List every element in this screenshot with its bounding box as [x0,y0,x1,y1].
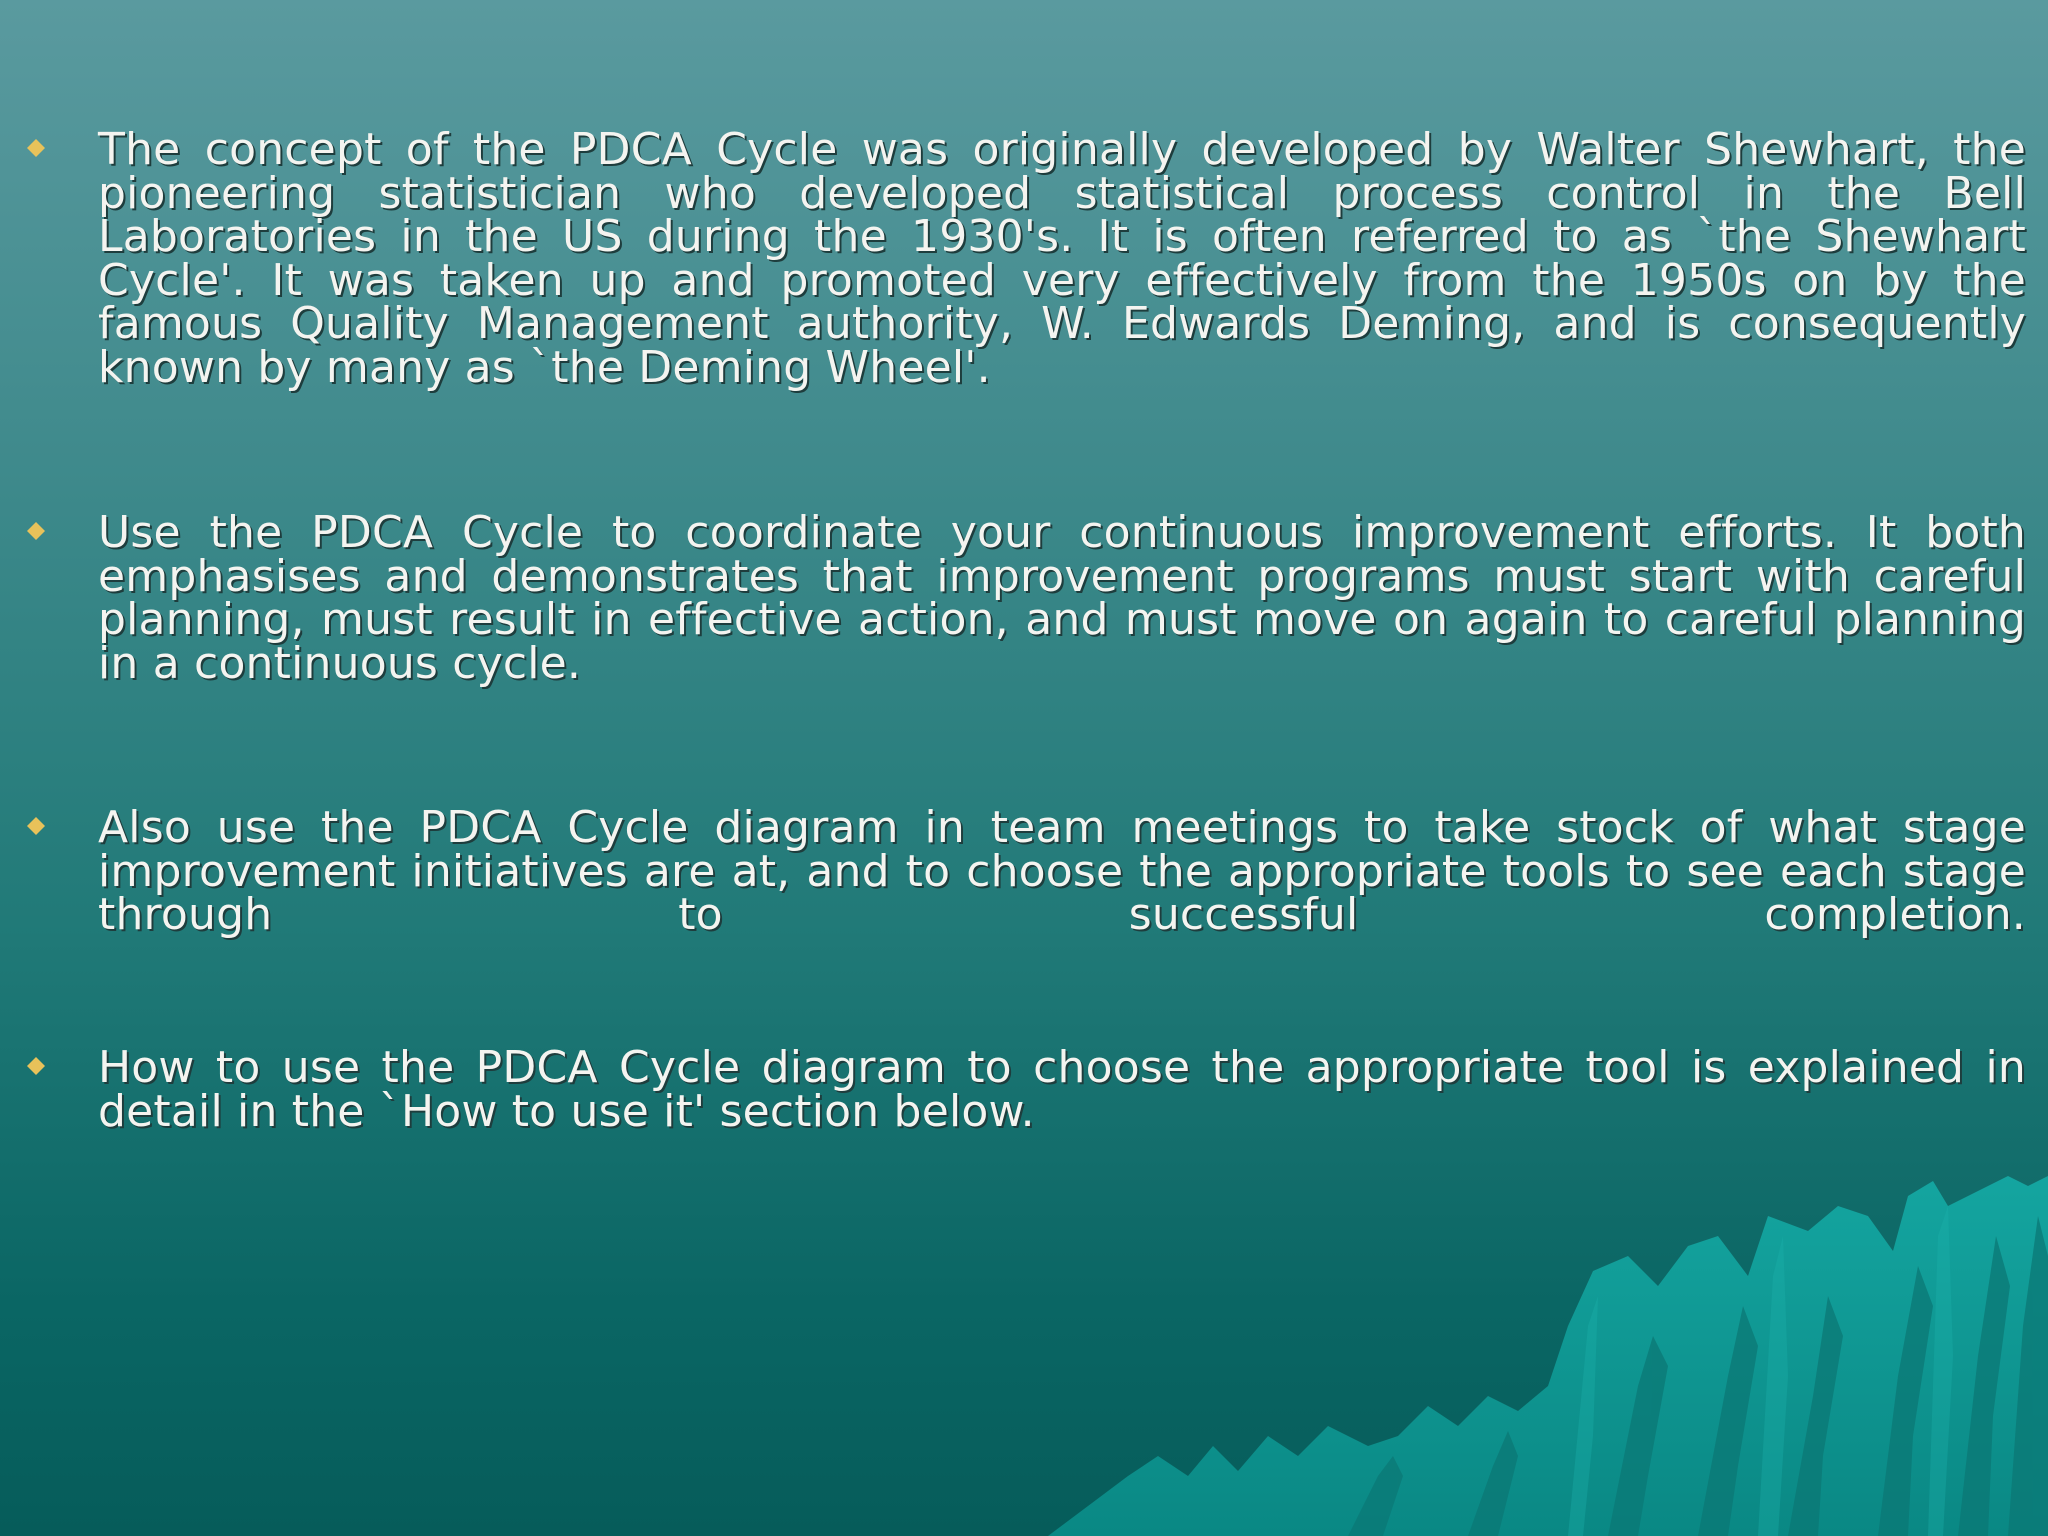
bullet-text: How to use the PDCA Cycle diagram to choose the appropriate tool is explained in detail in the `How to use it' section below. [98,1042,2026,1137]
bullet-text: Use the PDCA Cycle to coordinate your continuous improvement efforts. It both emphasises and demonstrates that improvement programs must start with careful planning, must result in effective action, and must move on again to careful planning in a continuous cycle. [98,507,2026,689]
bullet-text: Also use the PDCA Cycle diagram in team meetings to take stock of what stage improvement initiatives are at, and to choose the appropriate tools to see each stage through to successful completion. [98,802,2026,940]
mountain-decoration [1048,1176,2048,1536]
diamond-bullet-icon [26,138,46,158]
diamond-bullet-icon [26,816,46,836]
bullet-text: The concept of the PDCA Cycle was originally developed by Walter Shewhart, the pioneering statistician who developed statistical process control in the Bell Laboratories in the US during the 1930's. It is often referred to as `the Shewhart Cycle'. It was taken up and promoted very effectively from the 1950s on by the famous Quality Management authority, W. Edwards Deming, and is consequently known by many as `the Deming Wheel'. [98,124,2026,393]
diamond-bullet-icon [26,521,46,541]
diamond-bullet-icon [26,1056,46,1076]
